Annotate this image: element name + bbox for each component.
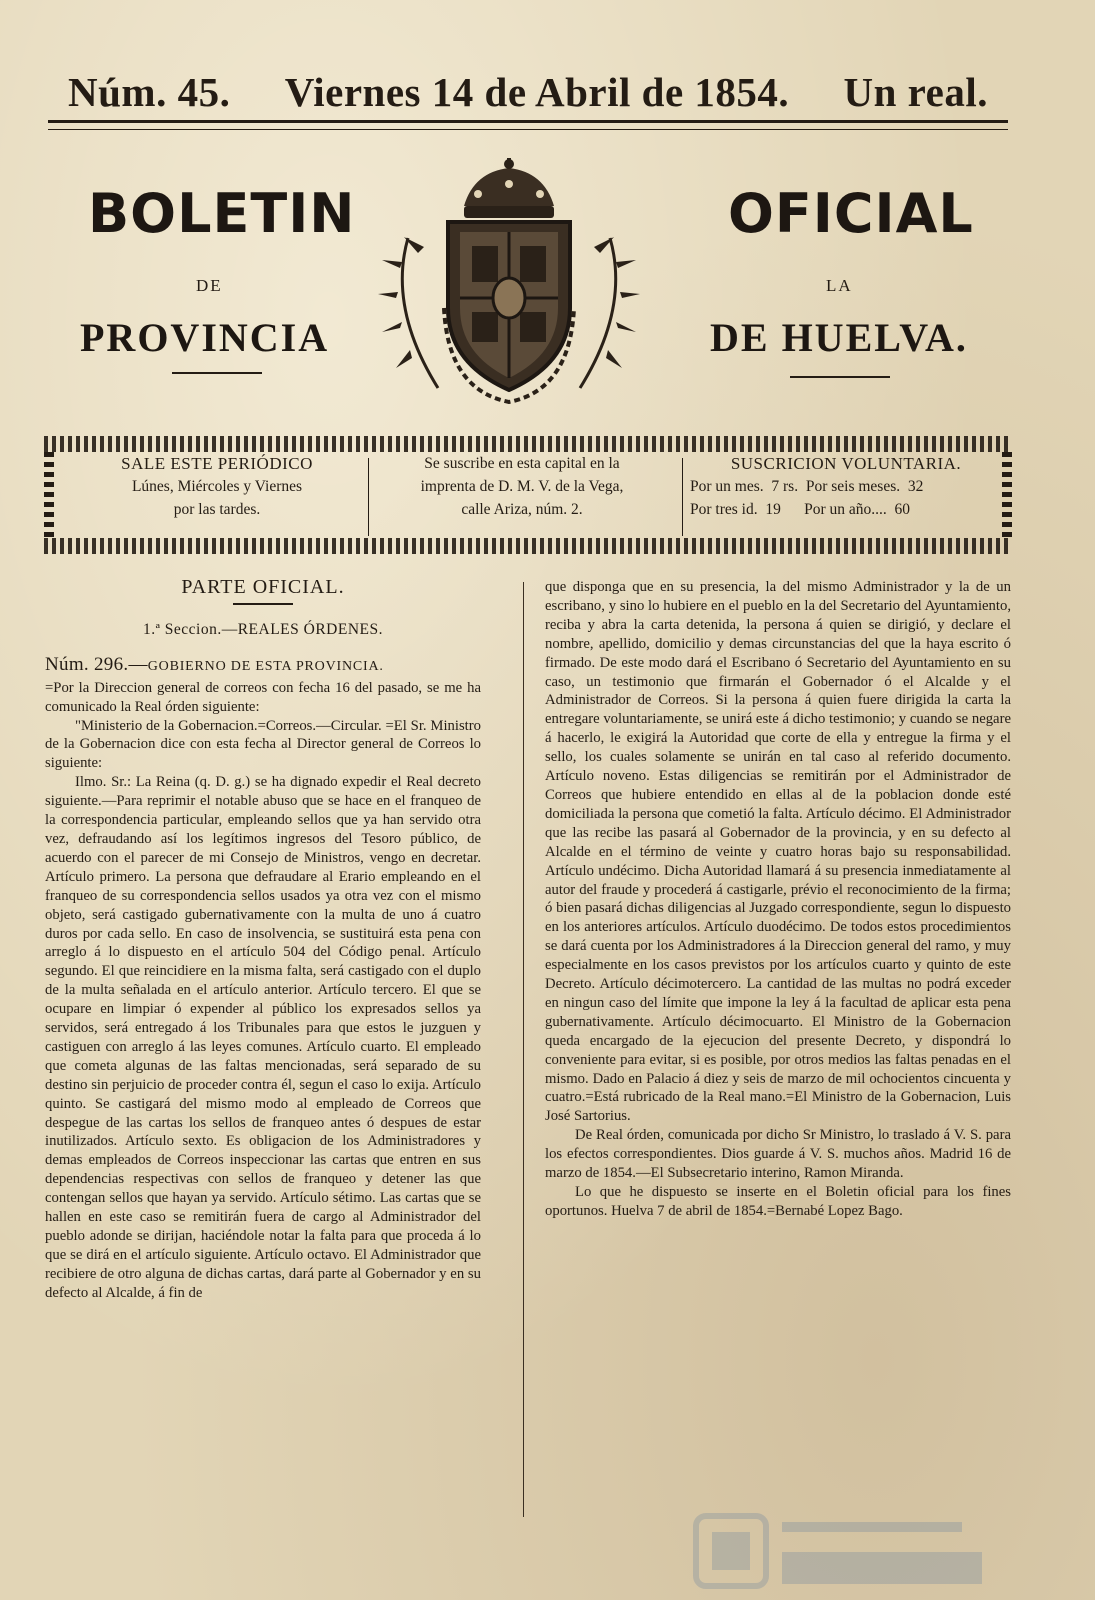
subscribe-line-2: imprenta de D. M. V. de la Vega, [420, 478, 624, 495]
issue-number: Núm. 45. [68, 69, 231, 115]
subsection-title: 1.ª Seccion.—REALES ÓRDENES. [143, 620, 383, 638]
issue-price: Un real. [843, 69, 988, 115]
royal-coat-of-arms-icon [378, 158, 640, 408]
left-paragraph-1: =Por la Direccion general de correos con fecha 16 del pasado, se me ha comunicado la Real órden siguiente: [45, 679, 481, 715]
title-de: DE [196, 276, 223, 295]
title-ornament-left [172, 372, 262, 374]
masthead-line [48, 62, 1008, 122]
schedule-info [72, 452, 362, 540]
schedule-time: por las tardes. [173, 501, 261, 518]
title-de-huelva: DE HUELVA. [710, 315, 968, 360]
issue-date: Viernes 14 de Abril de 1854. [284, 69, 790, 115]
notice-heading [45, 653, 481, 677]
notice-number: Núm. 296.— [45, 653, 148, 675]
left-paragraph-2: "Ministerio de la Gobernacion.=Correos.—Circular. =El Sr. Ministro de la Gobernacion dice con esta fecha al Director general de Correos lo siguiente: [45, 717, 481, 772]
info-divider-2 [682, 458, 683, 536]
title-ornament-right [790, 376, 890, 378]
rate-line-2: Por tres id. 19 Por un año.... 60 [690, 501, 911, 518]
subscribe-line-1: Se suscribe en esta capital en la [424, 455, 620, 472]
title-oficial: OFICIAL [728, 182, 974, 245]
subscription-rates [690, 452, 1002, 540]
subscribe-line-3: calle Ariza, núm. 2. [461, 501, 583, 518]
schedule-days: Lúnes, Miércoles y Viernes [131, 478, 303, 495]
left-column [45, 578, 481, 1303]
title-boletin: BOLETIN [88, 182, 356, 245]
info-box [44, 452, 1012, 542]
section-title: PARTE OFICIAL. [181, 576, 345, 598]
title-la: LA [826, 276, 853, 295]
info-border-top [44, 436, 1012, 452]
rates-heading: SUSCRICION VOLUNTARIA. [730, 454, 962, 473]
column-rule [523, 582, 524, 1517]
notice-office: GOBIERNO DE ESTA PROVINCIA. [147, 658, 384, 674]
rate-line-1: Por un mes. 7 rs. Por seis meses. 32 [690, 478, 924, 495]
left-paragraph-3: Ilmo. Sr.: La Reina (q. D. g.) se ha dignado expedir el Real decreto siguiente.—Para reprimir el notable abuso que se hace en el franqueo de la correspondencia particular, empleando sellos que ya han servido otra vez, defraudando así los legítimos ingresos del Tesoro público, de acuerdo con el parecer de mi Consejo de Ministros, vengo en decretar. Artículo primero. La persona que defraudare al Erario empleando en el franqueo de su correspondencia sellos usados ya otra vez con el mismo objeto, será castigado gubernativamente con la multa de uno á cuatro duros por cada sello. En caso de insolvencia, se sustituirá esta pena con arreglo á lo dispuesto en el artículo 504 del Código penal. Artículo segundo. El que reincidiere en la misma falta, será castigado con el duplo de la multa señalada en el artículo anterior. Artículo tercero. El que se ocupare en limpiar ó expender al público los expresados sellos ya servidos, será entregado á los Tribunales para que estos le juzguen y castiguen con arreglo á las leyes comunes. Artículo cuarto. El empleado que cometa algunas de las faltas mencionadas, será separado de su destino sin perjuicio de proceder contra él, segun el caso lo exija. Artículo quinto. Se castigará del mismo modo al empleado de Correos que despegue de las cartas los sellos de franqueo antes ó despues de estar inutilizados. Artículo sexto. Es obligacion de los Administradores y demas empleados de Correos inspeccionar las cartas que entren en sus dependencias respectivas con sellos de franqueo y detener las que contengan sellos que hayan ya servido. Artículo sétimo. Las cartas que se hallen en este caso se remitirán fuera de cargo al Administrador del pueblo adonde se dirijan, haciéndole notar la falta para que proceda á lo que se dirá en el artículo siguiente. Artículo octavo. El Administrador que recibiere de otro alguna de dichas cartas, dará parte al Gobernador y en su defecto al Alcalde, á fin de [45, 774, 481, 1301]
info-divider-1 [368, 458, 369, 536]
right-paragraph-3: Lo que he dispuesto se inserte en el Boletin oficial para los fines oportunos. Huelva 7 de abril de 1854.=Bernabé Lopez Bago. [545, 1184, 1011, 1219]
section-ornament [233, 603, 293, 605]
title-provincia: PROVINCIA [80, 315, 330, 360]
right-paragraph-2: De Real órden, comunicada por dicho Sr Ministro, lo traslado á V. S. para los efectos correspondientes. Dios guarde á V. S. muchos años. Madrid 16 de marzo de 1854.—El Subsecretario interino, Ramon Miranda. [545, 1127, 1011, 1182]
archive-stamp-icon [690, 1502, 990, 1592]
right-paragraph-1: que disponga que en su presencia, la del mismo Administrador y la de un escribano, y sino lo hubiere en el pueblo en la del Secretario del Ayuntamiento, reciba y abra la carta detenida, la persona á quien se dirigió, y declare el nombre, apellido, domicilio y demas circunstancias del que la haya escrito ó firmado. De este modo dará el Escribano ó Secretario del Ayuntamiento en su caso, un testimonio que firmarán el Gobernador ó el Alcalde y el Administrador de Correos. Si la persona á quien fuere dirigida la carta la entregare voluntariamente, se unirá este á dicho testimonio; y cuando se negare á hacerlo, le exigirá la Autoridad que corte de ella y entregue la firma y el sello, los cuales solamente se unirán en tal caso al referido documento. Artículo noveno. Estas diligencias se remitirán por el Administrador de Correos que hubiere entendido en ellas al de la poblacion donde esté domiciliada la persona que cometió la falta. Artículo décimo. El Administrador que las recibe las pasará al Gobernador de la provincia, y en su defecto al Alcalde en el término de veinte y cuatro horas bajo su responsabilidad. Artículo undécimo. Dicha Autoridad llamará á su presencia inmediatamente al autor del fraude y procederá á castigarle, prévio el reconocimiento de la firma; ó bien pasará dichas diligencias al Juzgado correspondiente, segun lo dispuesto en los anteriores artículos. Artículo duodécimo. De todos estos procedimientos se dará cuenta por los Administradores á la Direccion general del ramo, y muy especialmente en los casos previstos por los artículos cuarto y quinto de este Decreto. Artículo décimotercero. La cantidad de las multas no podrá exceder en ningun caso del límite que impone la ley á la facultad de aplicar esta pena gubernativamente. Artículo décimocuarto. El Ministro de la Gobernacion queda encargado de la ejecucion del presente Decreto, y dispondrá lo conveniente para evitar, si es posible, por otros medios las faltas penadas en el mismo. Dado en Palacio á diez y seis de marzo de mil ochocientos cincuenta y cuatro.=Está rubricado de la Real mano.=El Ministro de la Gobernacion, Luis José Sartorius. [545, 579, 1011, 1125]
schedule-heading: SALE ESTE PERIÓDICO [121, 454, 313, 473]
right-column [545, 578, 1011, 1221]
masthead-rule [48, 120, 1008, 130]
subscription-place [376, 452, 668, 540]
